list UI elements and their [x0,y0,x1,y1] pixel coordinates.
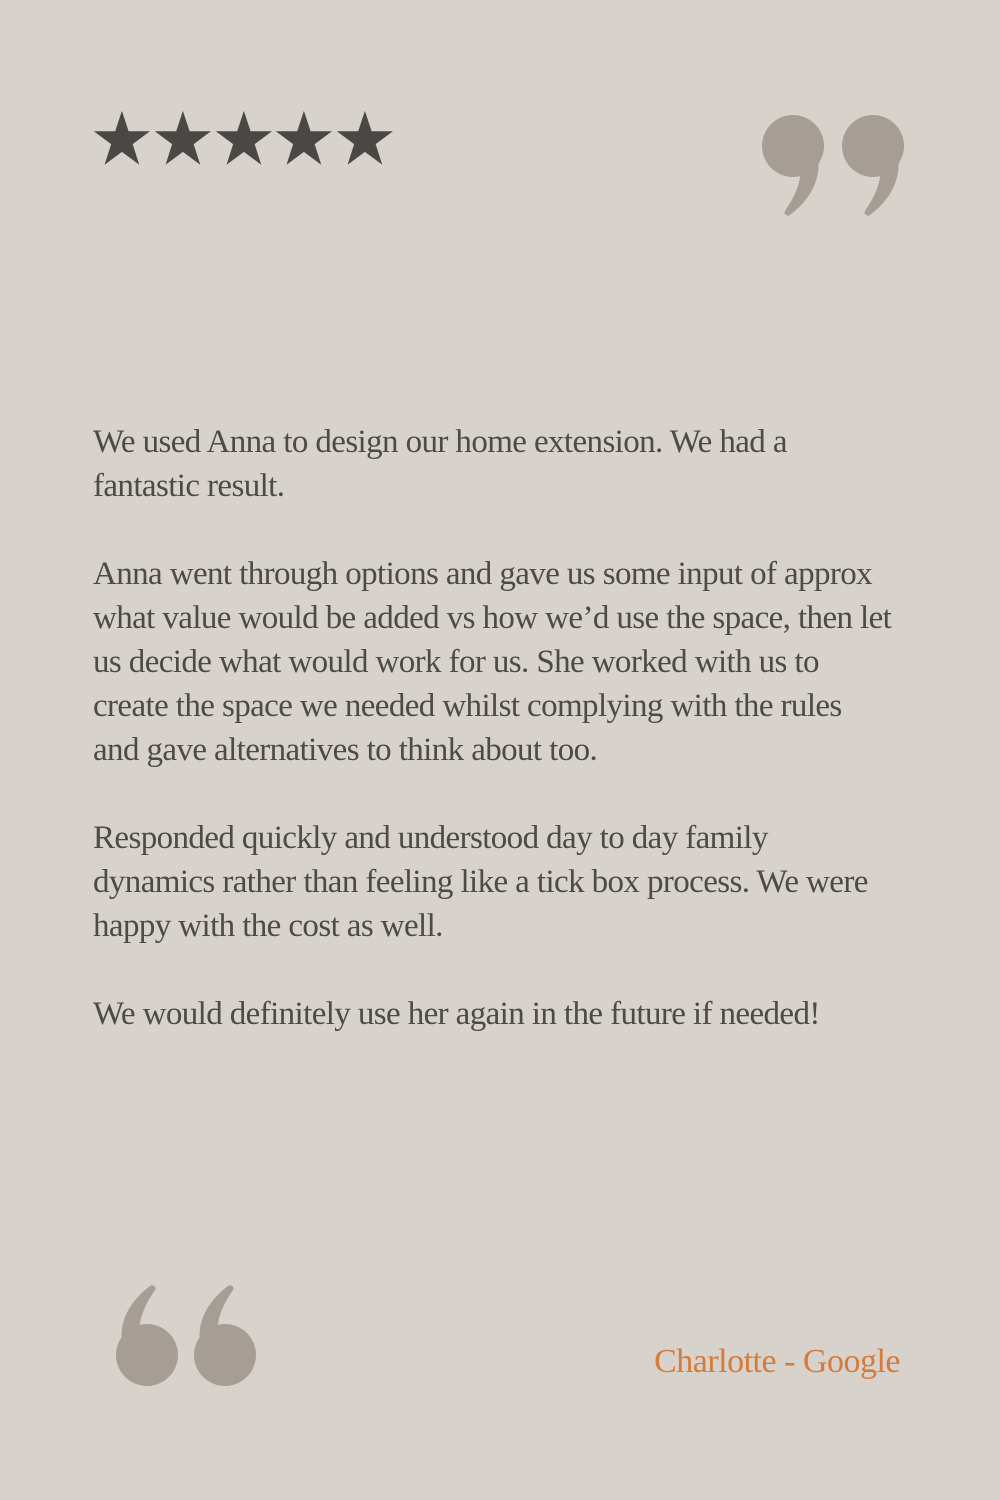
star-icon [274,109,334,169]
review-paragraph: Anna went through options and gave us some input of approx what value would be added vs how we’d use the space, then let us decide what would work for us. She worked with us to create the space we needed whilst complying with the rules and gave alternatives to think about too. [93,556,892,768]
review-text [93,420,893,1036]
star-icon [153,109,213,169]
closing-quote-icon [760,112,910,218]
opening-quote-icon [110,1283,262,1389]
review-paragraph: Responded quickly and understood day to day family dynamics rather than feeling like a tick box process. We were happy with the cost as well. [93,820,868,944]
star-icon [335,109,395,169]
star-icon [92,109,152,169]
star-icon [214,109,274,169]
review-paragraph: We used Anna to design our home extension. We had a fantastic result. [93,424,787,504]
review-author: Charlotte - Google [654,1343,900,1380]
review-paragraph: We would definitely use her again in the future if needed! [93,996,820,1032]
star-rating [92,109,396,171]
